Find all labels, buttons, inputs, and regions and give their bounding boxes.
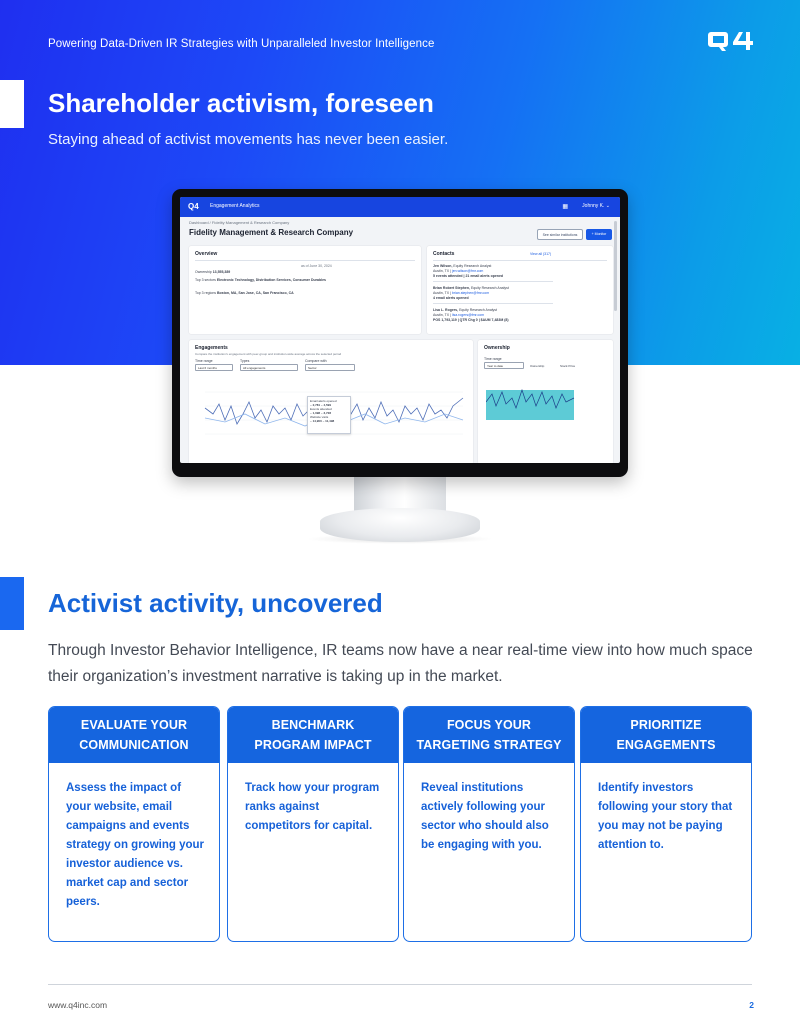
divider — [433, 260, 607, 261]
screen-compare-select: Sector — [305, 364, 355, 371]
screen-app-logo: Q4 — [188, 202, 199, 211]
tooltip-line: Events attended — [310, 407, 332, 411]
screen-chart-tooltip — [307, 396, 351, 434]
divider — [433, 281, 553, 282]
section-accent-bar — [0, 577, 24, 630]
screen-overview-row: Top 3 regions Boston, MA, San Jose, CA, San Francisco, CA — [195, 291, 294, 295]
screen-similar-button: See similar institutions — [537, 229, 583, 240]
screen-overview-card — [189, 246, 421, 334]
footer-divider — [48, 984, 752, 985]
tooltip-line: Website visits — [310, 415, 329, 419]
screen-engagements-desc: Compare the institution's engagement with peer-group and institution-wide average across the selected period — [195, 352, 342, 356]
feature-card-body: Identify investors following your story that you may not be paying attention to. — [598, 782, 733, 851]
feature-card-body: Assess the impact of your website, email campaigns and events strategy on growing your investor audience vs. market cap and sector peers. — [66, 782, 205, 908]
heading-line: PRIORITIZE — [630, 718, 702, 732]
screen-contact: Lisa L. Rogers, Equity Research Analyst — [433, 308, 498, 312]
screen-ownership-card — [478, 340, 613, 463]
screen-ownership-time-select: Year to date — [484, 362, 524, 369]
screen-contact-stat: 4 email alerts opened — [433, 296, 469, 300]
screen-contacts-view-all: View all (317) — [530, 252, 552, 256]
feature-card-benchmark — [227, 706, 399, 942]
screen-overview-date: as of June 30, 2024 — [301, 264, 332, 268]
screen-contact-loc: Austin, TX | brian.stephen@fmr.com — [433, 291, 490, 295]
screen-breadcrumb: Dashboard / Fidelity Management & Research Company — [189, 220, 290, 225]
tooltip-line: ~ 14,900 ~ 11,498 — [310, 419, 335, 423]
heading-line: PROGRAM IMPACT — [254, 738, 372, 752]
monitor — [172, 189, 628, 477]
screen-overview-heading: Overview — [195, 251, 218, 257]
heading-line: TARGETING STRATEGY — [416, 738, 562, 752]
screen-app-name: Engagement Analytics — [210, 203, 260, 209]
section-title: Activist activity, uncovered — [48, 588, 383, 618]
hero-tagline: Powering Data-Driven IR Strategies with Unparalleled Investor Intelligence — [48, 38, 435, 50]
grid-icon: ▦ — [562, 204, 568, 210]
monitor-screen — [180, 197, 620, 463]
screen-compare-label: Compare with — [305, 359, 327, 363]
screen-contact-loc: Austin, TX | lisa.rogers@fmr.com — [433, 313, 485, 317]
monitor-stand-base — [320, 508, 480, 542]
q4-logo-icon — [708, 28, 754, 54]
divider — [433, 303, 553, 304]
heading-line: ENGAGEMENTS — [616, 738, 716, 752]
screen-contact: Brian Robert Stephen, Equity Research Analyst — [433, 286, 509, 290]
heading-line: BENCHMARK — [271, 718, 355, 732]
screen-contacts-card — [427, 246, 613, 334]
screen-scrollbar — [614, 221, 617, 311]
feature-card-focus — [403, 706, 575, 942]
screen-contact: Jen Wilson, Equity Research Analyst — [433, 264, 492, 268]
screen-ownership-area-chart — [486, 380, 576, 422]
screen-page-title: Fidelity Management & Research Company — [189, 228, 354, 237]
feature-card-body: Reveal institutions actively following your sector who should also be engaging with you. — [421, 782, 549, 851]
hero-accent-bar — [0, 80, 24, 128]
feature-card-heading — [228, 707, 398, 763]
screen-ownership-legend-b: Stock Price — [560, 364, 576, 368]
feature-card-heading — [581, 707, 751, 763]
screen-engagements-card — [189, 340, 473, 463]
screen-overview-row: Ownership 13,555,389 — [195, 270, 231, 274]
screen-monitor-button: + Monitor — [586, 229, 612, 240]
screen-types-label: Types — [240, 359, 250, 363]
screen-contact-stat: 5 events attended | 21 email alerts opened — [433, 274, 504, 278]
feature-card-heading — [49, 707, 219, 763]
tooltip-line: Email alerts opened — [310, 399, 337, 403]
heading-line: EVALUATE YOUR — [80, 718, 188, 732]
screen-contact-loc: Austin, TX | jen.wilson@fmr.com — [433, 269, 484, 273]
feature-card-evaluate — [48, 706, 220, 942]
tooltip-line: ~ 1,098 ~ 3,728 — [310, 411, 332, 415]
feature-card-heading — [404, 707, 574, 763]
feature-card-body: Track how your program ranks against competitors for capital. — [245, 782, 380, 832]
screen-contact-stat: POS 1,793,119 | QTR Chg 0 | $AUM 7,483M (8) — [433, 318, 509, 322]
page-number: 2 — [749, 1000, 754, 1010]
screen-types-select: All engagements — [240, 364, 298, 371]
section-text: Through Investor Behavior Intelligence, IR teams now have a near real-time view into how much space their organization’s investment narrative is taking up in the market. — [48, 642, 753, 685]
hero-title: Shareholder activism, foreseen — [48, 88, 434, 118]
screen-contacts-heading: Contacts — [433, 251, 455, 257]
divider — [195, 260, 415, 261]
tooltip-line: ~ 2,781 ~ 4,599 — [310, 403, 332, 407]
screen-ownership-legend-a: Ownership — [530, 364, 545, 368]
screen-ownership-time-label: Time range — [484, 357, 502, 361]
hero-subtitle: Staying ahead of activist movements has never been easier. — [48, 131, 449, 148]
screen-user-menu: Johnny K. ⌄ — [582, 203, 610, 209]
screen-time-label: Time range — [195, 359, 213, 363]
screen-overview-row: Top 3 sectors Electronic Technology, Distribution Services, Consumer Durables — [195, 278, 326, 282]
feature-card-prioritize — [580, 706, 752, 942]
heading-line: FOCUS YOUR — [446, 718, 532, 732]
screen-engagements-heading: Engagements — [195, 345, 228, 351]
screen-time-select: Last 6 months — [195, 364, 233, 371]
screen-app-bar — [180, 197, 620, 217]
footer-url[interactable]: www.q4inc.com — [48, 1000, 108, 1010]
screen-ownership-heading: Ownership — [484, 345, 510, 351]
heading-line: COMMUNICATION — [79, 738, 189, 752]
